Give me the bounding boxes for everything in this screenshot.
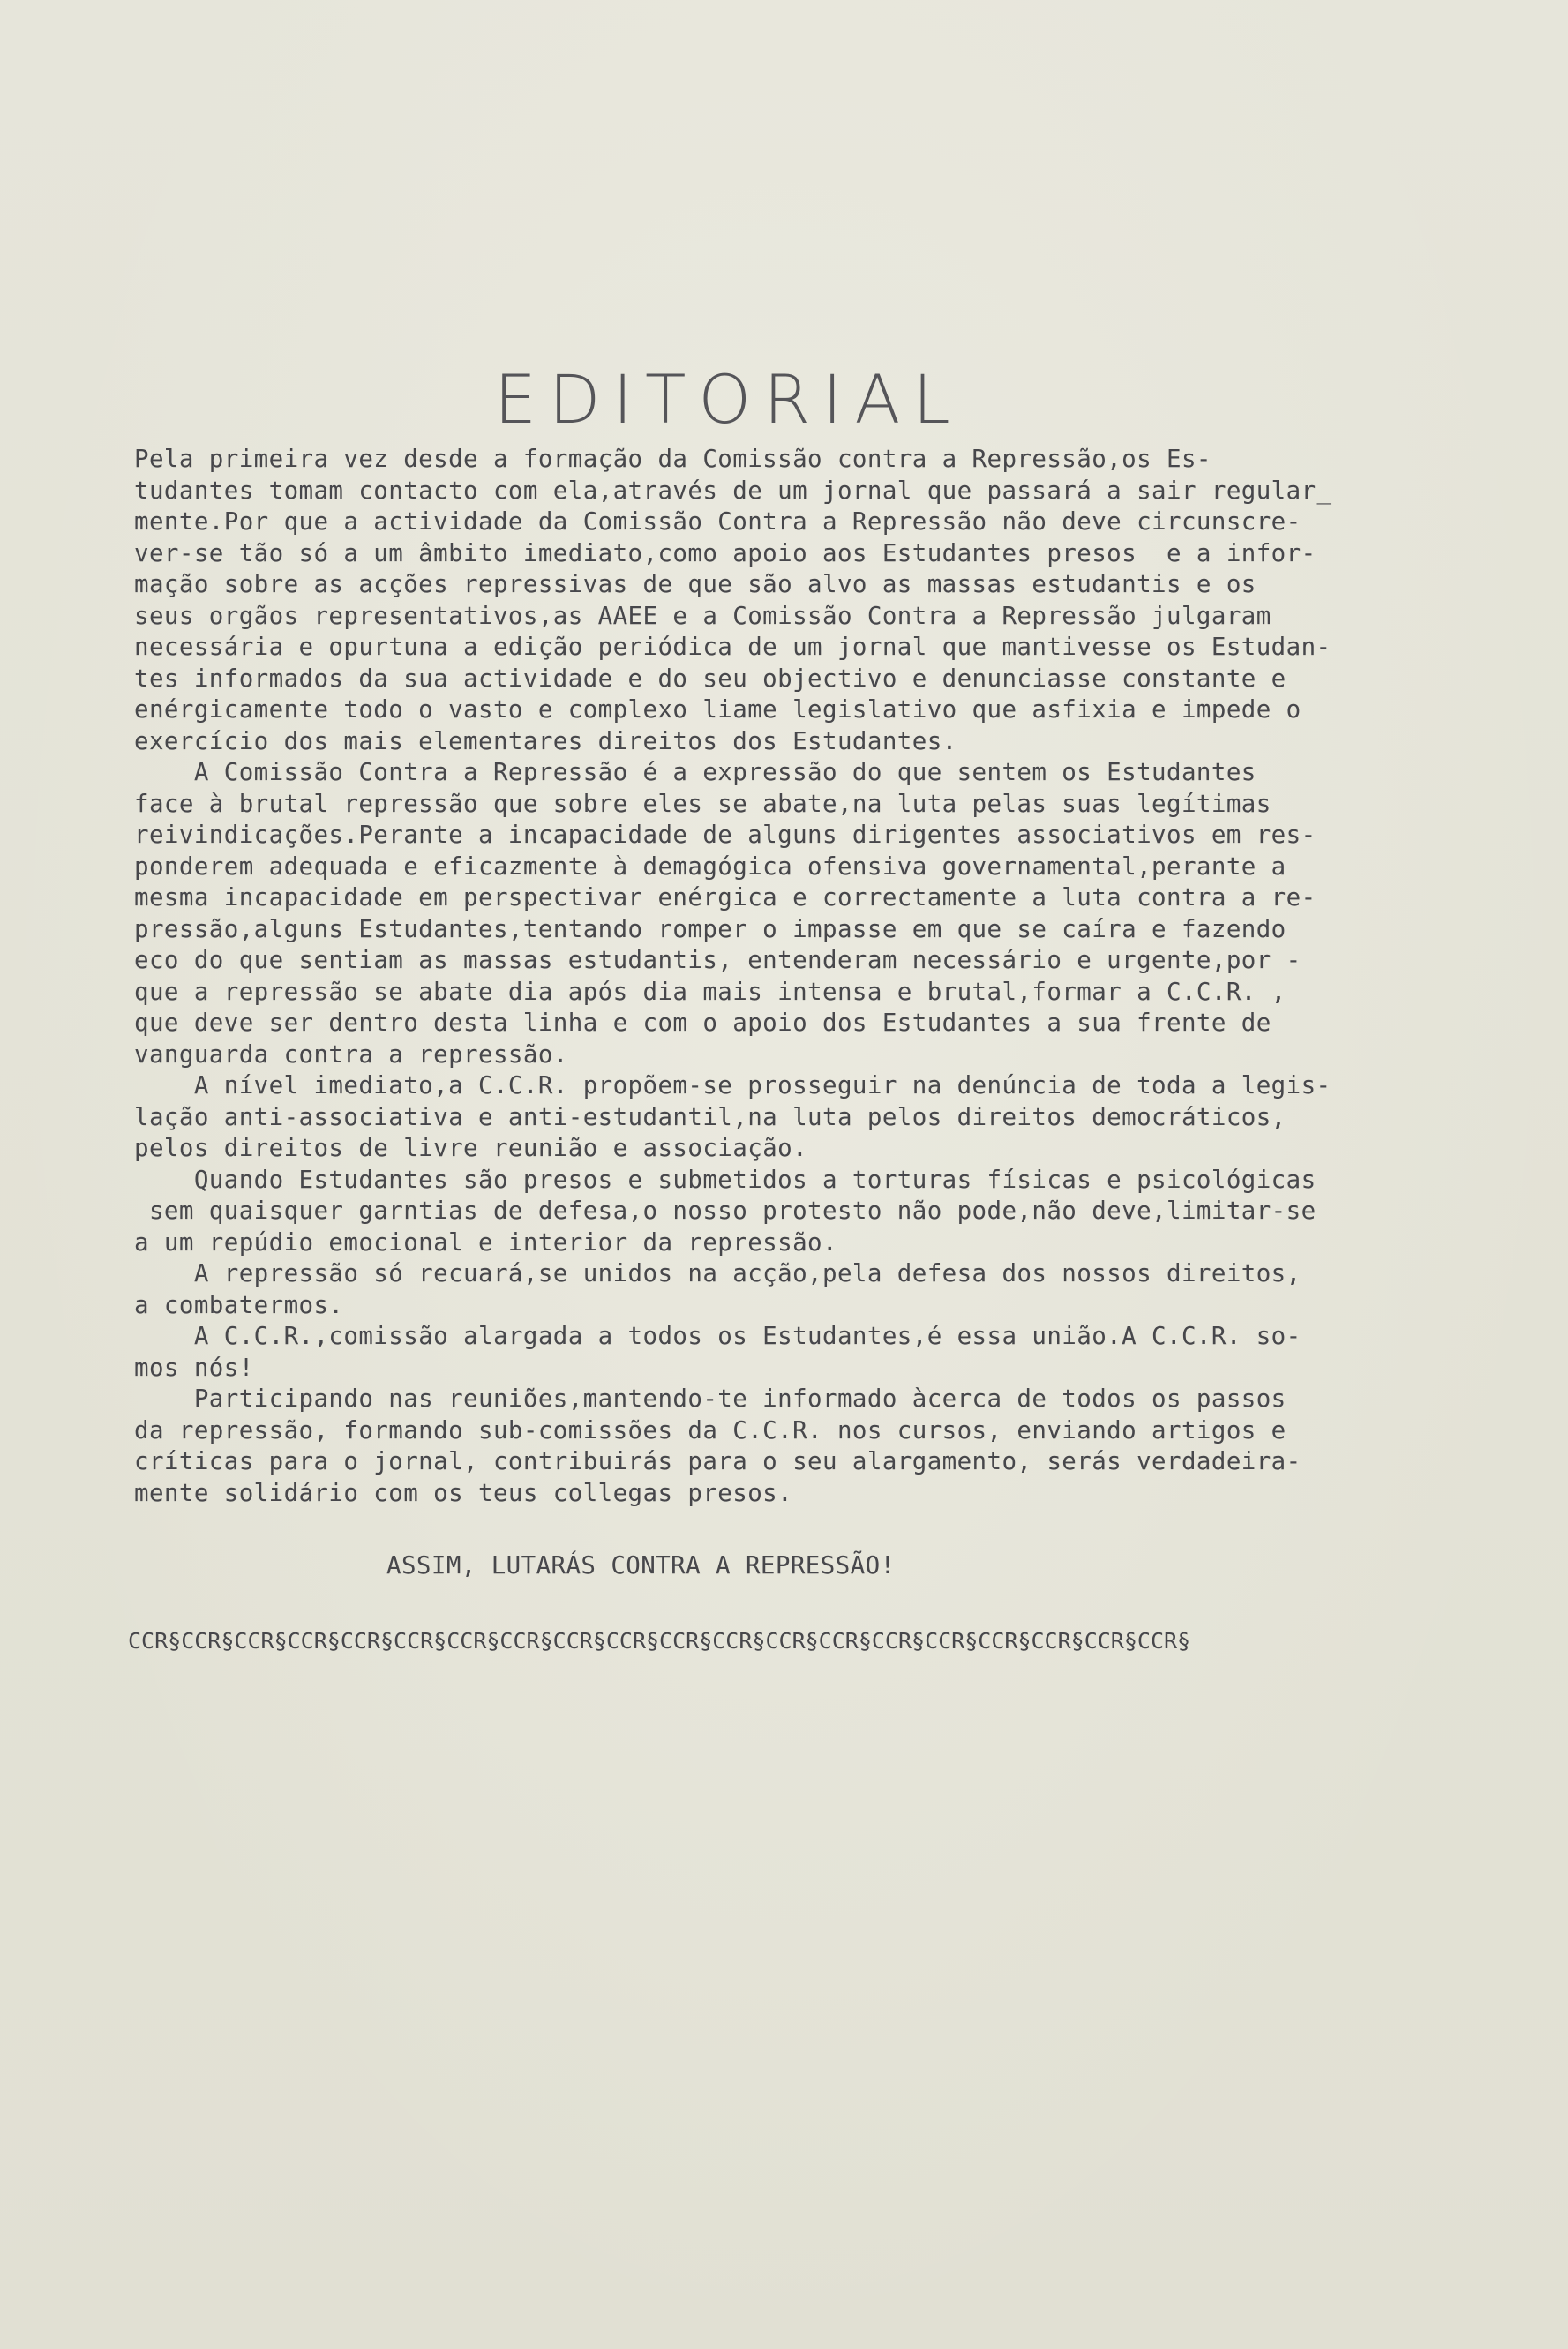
text-line: mação sobre as acções repressivas de que são alvo as massas estudantis e os (134, 570, 1257, 598)
text-line: a combatermos. (134, 1290, 344, 1319)
text-line: a um repúdio emocional e interior da repressão. (134, 1227, 837, 1257)
text-line: tes informados da sua actividade e do seu objectivo e denunciasse constante e (134, 664, 1287, 693)
text-line: tudantes tomam contacto com ela,através de um jornal que passará a sair regular_ (134, 476, 1332, 505)
text-line: vanguarda contra a repressão. (134, 1039, 568, 1069)
editorial-body (134, 444, 1511, 1509)
text-line: mente.Por que a actividade da Comissão Contra a Repressão não deve circunscre- (134, 507, 1302, 536)
text-line: sem quaisquer garntias de defesa,o nosso protesto não pode,não deve,limitar-se (134, 1197, 1317, 1225)
text-line: reivindicações.Perante a incapacidade de alguns dirigentes associativos em res- (134, 821, 1317, 849)
text-line: enérgicamente todo o vasto e complexo liame legislativo que asfixia e impede o (134, 695, 1302, 724)
text-line: Participando nas reuniões,mantendo-te informado àcerca de todos os passos (134, 1385, 1287, 1413)
text-line: pelos direitos de livre reunião e associação. (134, 1134, 808, 1162)
text-line: críticas para o jornal, contribuirás para o seu alargamento, serás verdadeira- (134, 1447, 1302, 1475)
ccr-footer-band: CCR§CCR§CCR§CCR§CCR§CCR§CCR§CCR§CCR§CCR§CCR§CCR§CCR§CCR§CCR§CCR§CCR§CCR§CCR§CCR§ (128, 1628, 1191, 1654)
text-line: exercício dos mais elementares direitos dos Estudantes. (134, 726, 957, 755)
text-line: Pela primeira vez desde a formação da Comissão contra a Repressão,os Es- (134, 445, 1212, 473)
text-line: face à brutal repressão que sobre eles se abate,na luta pelas suas legítimas (134, 789, 1272, 818)
text-line: eco do que sentiam as massas estudantis, entenderam necessário e urgente,por - (134, 946, 1302, 974)
text-line: que deve ser dentro desta linha e com o apoio dos Estudantes a sua frente de (134, 1009, 1272, 1037)
text-line: que a repressão se abate dia após dia mais intensa e brutal,formar a C.C.R. , (134, 977, 1287, 1006)
text-line: necessária e opurtuna a edição periódica de um jornal que mantivesse os Estudan- (134, 633, 1332, 661)
text-line: ponderem adequada e eficazmente à demagógica ofensiva governamental,perante a (134, 852, 1287, 881)
text-line: A Comissão Contra a Repressão é a expressão do que sentem os Estudantes (134, 758, 1257, 786)
text-line: Quando Estudantes são presos e submetidos a torturas físicas e psicológicas (134, 1165, 1317, 1194)
text-line: mente solidário com os teus collegas presos. (134, 1478, 793, 1507)
text-line: lação anti-associativa e anti-estudantil,na luta pelos direitos democráticos, (134, 1102, 1287, 1131)
text-line: mesma incapacidade em perspectivar enérgica e correctamente a luta contra a re- (134, 883, 1317, 912)
editorial-title: EDITORIAL (494, 360, 963, 439)
text-line: mos nós! (134, 1353, 254, 1382)
text-line: pressão,alguns Estudantes,tentando romper o impasse em que se caíra e fazendo (134, 914, 1287, 943)
text-line: da repressão, formando sub-comissões da C.C.R. nos cursos, enviando artigos e (134, 1415, 1287, 1445)
text-line: A nível imediato,a C.C.R. propõem-se prosseguir na denúncia de toda a legis- (134, 1071, 1332, 1099)
closing-slogan: ASSIM, LUTARÁS CONTRA A REPRESSÃO! (386, 1551, 896, 1580)
text-line: A C.C.R.,comissão alargada a todos os Estudantes,é essa união.A C.C.R. so- (134, 1322, 1302, 1350)
text-line: ver-se tão só a um âmbito imediato,como apoio aos Estudantes presos e a infor- (134, 538, 1317, 567)
text-line: seus orgãos representativos,as AAEE e a Comissão Contra a Repressão julgaram (134, 601, 1272, 630)
text-line: A repressão só recuará,se unidos na acção,pela defesa dos nossos direitos, (134, 1259, 1302, 1287)
